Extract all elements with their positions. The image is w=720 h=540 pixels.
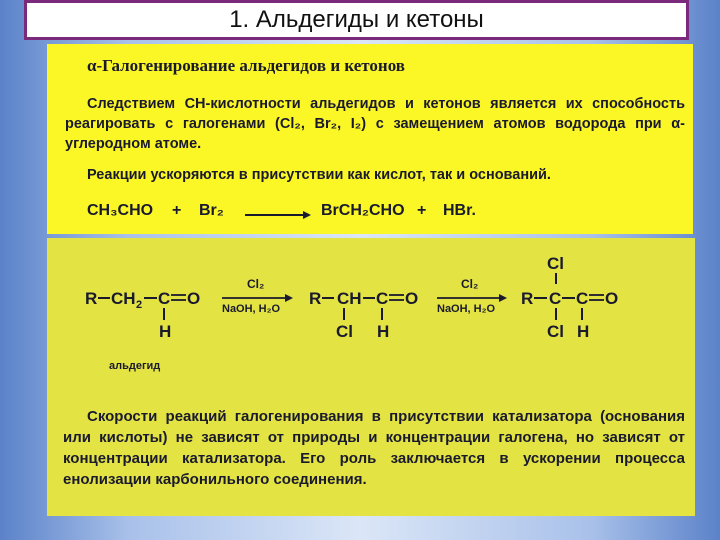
svg-text:C: C xyxy=(576,289,589,308)
svg-text:C: C xyxy=(549,289,562,308)
paragraph-ch-acidity: Следствием СН-кислотности альдегидов и кетонов является их способность реагировать с галогенами (Cl₂, Br₂, I₂) с замещением атомов водорода при α-углеродном атоме. xyxy=(65,96,685,152)
section-heading: α-Галогенирование альдегидов и кетонов xyxy=(87,56,405,75)
svg-text:Cl: Cl xyxy=(547,254,564,273)
bromination-equation xyxy=(87,202,687,226)
svg-text:H: H xyxy=(377,322,390,341)
svg-text:C: C xyxy=(376,289,389,308)
svg-text:O: O xyxy=(605,289,619,308)
reaction-arrow-2 xyxy=(437,277,507,315)
reagent-cl2: Cl₂ xyxy=(247,277,265,291)
svg-text:R: R xyxy=(309,289,322,308)
reactant-acetaldehyde: CH₃CHO xyxy=(87,202,154,219)
bottom-panel xyxy=(47,238,695,516)
top-panel xyxy=(47,44,693,234)
reaction-arrow-icon xyxy=(245,210,311,220)
plus-sign: + xyxy=(172,202,182,219)
svg-text:Cl: Cl xyxy=(336,322,353,341)
svg-text:CH: CH xyxy=(337,289,362,308)
slide-title-box xyxy=(24,0,689,40)
product-hbr: HBr. xyxy=(443,202,476,219)
reaction-arrow-1 xyxy=(222,277,293,315)
paragraph-reaction-rates: Скорости реакций галогенирования в присутствии катализатора (основания или кислоты) не зависят от природы и концентрации галогена, но зависят от концентрации катализатора. Его роль заключается в ускорении процесса енолизации карбонильного соединения. xyxy=(63,408,685,488)
svg-text:O: O xyxy=(405,289,419,308)
paragraph-catalysis: Реакции ускоряются в присутствии как кислот, так и оснований. xyxy=(87,167,551,183)
plus-sign: + xyxy=(417,202,427,219)
svg-text:C: C xyxy=(158,289,171,308)
product-bromoacetaldehyde: BrCH₂CHO xyxy=(321,202,405,219)
svg-text:H: H xyxy=(159,322,172,341)
aldehyde-structure xyxy=(85,289,200,372)
reagent-naoh: NaOH, H₂O xyxy=(222,303,281,315)
svg-text:Cl: Cl xyxy=(547,322,564,341)
svg-text:CH: CH xyxy=(111,289,136,308)
svg-text:R: R xyxy=(521,289,534,308)
svg-text:H: H xyxy=(577,322,590,341)
slide-title: 1. Альдегиды и кетоны xyxy=(229,6,484,33)
svg-text:R: R xyxy=(85,289,98,308)
chlorination-scheme xyxy=(47,238,695,388)
reagent-naoh: NaOH, H₂O xyxy=(437,303,496,315)
svg-text:O: O xyxy=(187,289,201,308)
dichloro-structure xyxy=(521,254,618,341)
aldehyde-label: альдегид xyxy=(109,360,161,372)
svg-text:2: 2 xyxy=(136,299,143,311)
reactant-bromine: Br₂ xyxy=(199,202,224,219)
monochloro-structure xyxy=(309,289,418,341)
reagent-cl2: Cl₂ xyxy=(461,277,479,291)
